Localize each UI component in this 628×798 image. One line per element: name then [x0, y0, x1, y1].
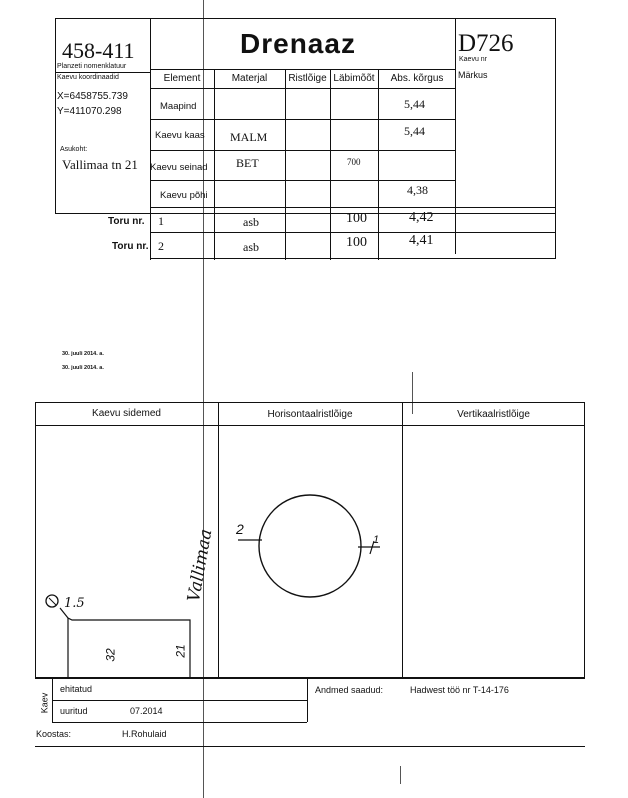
- location-value: Vallimaa tn 21: [62, 157, 138, 172]
- col-header-height: Abs. kõrgus: [390, 73, 444, 84]
- row-element: Kaevu seinad: [150, 162, 208, 173]
- pipe-1-mark: 1: [373, 534, 380, 546]
- source-label: Andmed saadud:: [315, 685, 384, 695]
- house-number-mark: 32: [103, 648, 118, 662]
- road-outline: [60, 608, 190, 678]
- col-header-diameter: Läbimõõt: [333, 73, 375, 84]
- panel-heading-vertical: Vertikaalristlõige: [457, 409, 530, 420]
- updated-label: uuritud: [60, 706, 88, 716]
- footer-line: [307, 678, 308, 722]
- row-height: 5,44: [404, 97, 425, 111]
- side-label: Kaev: [39, 692, 50, 714]
- x-coordinate: X=6458755.739: [57, 91, 128, 102]
- author-label: Koostas:: [36, 729, 72, 739]
- house-number-mark: 21: [173, 644, 188, 658]
- row-height: 4,38: [407, 183, 428, 197]
- author-value: H.Rohulaid: [122, 729, 167, 739]
- footer-line: [35, 678, 585, 679]
- pipe-label: Toru nr.: [108, 216, 145, 227]
- pipe-height: 4,41: [409, 233, 434, 248]
- date-stamp: 30. juuli 2014. a.: [62, 365, 104, 371]
- pipe-material: asb: [243, 240, 259, 254]
- street-name-mark: Vallimaa: [184, 527, 217, 604]
- source-value: Hadwest töö nr T-14-176: [410, 685, 509, 695]
- pipe-diameter: 100: [346, 235, 367, 250]
- manhole-id: D726: [458, 30, 514, 57]
- notes-label: Märkus: [458, 70, 488, 80]
- row-element: Kaevu põhi: [160, 190, 208, 201]
- row-element: Maapind: [160, 101, 197, 112]
- pipe-number: 1: [158, 214, 164, 228]
- pipe-diameter: 100: [346, 211, 367, 226]
- plan-number: 458-411: [62, 38, 135, 63]
- hydrant-size-mark: 1.5: [64, 596, 85, 611]
- row-height: 5,44: [404, 124, 425, 138]
- pipe-label: Toru nr.: [112, 241, 149, 252]
- manhole-circle: [259, 495, 361, 597]
- panel-heading-horizontal: Horisontaalristlõige: [267, 409, 353, 420]
- col-header-material: Materjal: [231, 73, 268, 84]
- location-label: Asukoht:: [60, 146, 88, 153]
- pipe-height: 4,42: [409, 210, 434, 225]
- coords-label: Kaevu koordinaadid: [57, 74, 119, 81]
- col-header-element: Element: [163, 73, 201, 84]
- panel-heading-connections: Kaevu sidemed: [92, 408, 161, 419]
- col-header-section: Ristlõige: [288, 73, 327, 84]
- page-title: Drenaaz: [240, 28, 356, 59]
- updated-value: 07.2014: [130, 706, 163, 716]
- row-material: MALM: [230, 130, 268, 144]
- built-label: ehitatud: [60, 684, 93, 694]
- plan-label: Planzeti nomenklatuur: [57, 63, 127, 70]
- pipe-material: asb: [243, 215, 259, 229]
- footer-line: [52, 700, 307, 701]
- row-material: BET: [236, 156, 259, 170]
- date-stamp: 30. juuli 2014. a.: [62, 351, 104, 357]
- footer-line: [52, 722, 307, 723]
- footer-line: [35, 746, 585, 747]
- row-element: Kaevu kaas: [155, 130, 205, 141]
- y-coordinate: Y=411070.298: [57, 106, 122, 117]
- row-diameter: 700: [347, 157, 361, 167]
- manhole-label: Kaevu nr: [459, 56, 488, 63]
- pipe-number: 2: [158, 239, 164, 253]
- pipe-2-mark: 2: [236, 521, 244, 537]
